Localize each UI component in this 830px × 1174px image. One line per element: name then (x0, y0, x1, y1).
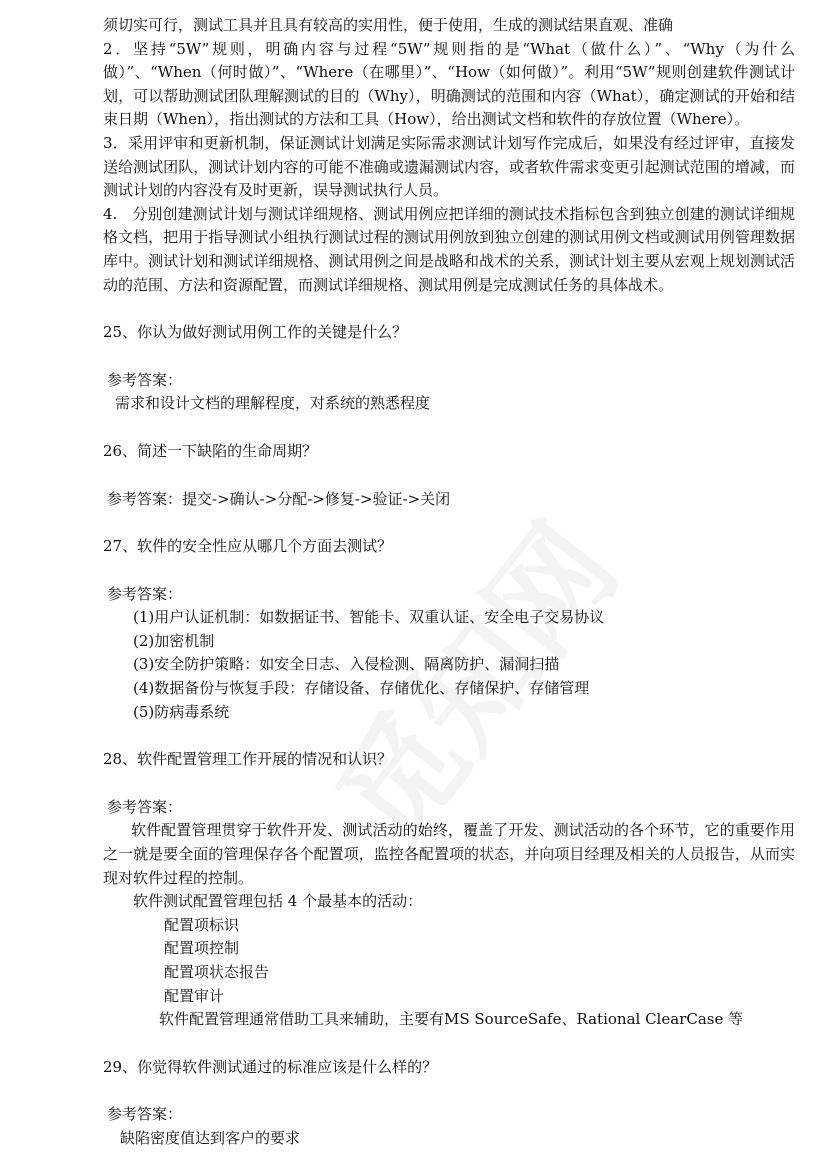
intro-line-1: 须切实可行，测试工具并且具有较高的实用性，便于使用，生成的测试结果直观、准确 (103, 16, 674, 34)
question-25: 25、你认为做好测试用例工作的关键是什么？ (103, 323, 408, 342)
answer-label-29: 参考答案： (107, 1105, 183, 1124)
list-item: 配置项状态报告 (164, 963, 270, 981)
list-item: 配置项标识 (164, 915, 240, 934)
list-item: (1)用户认证机制：如数据证书、智能卡、双重认证、安全电子交易协议 (133, 608, 605, 627)
intro-point-2: 2．坚持“5W”规则，明确内容与过程“5W”规则指的是“What（做什么）”、“Why（为什么做）”、“When（何时做）”、“Where（在哪里）”、“How（如何做）”。利用“5W”规则创建软件测试计划，可以帮助测试团队理解测试的目的（Why），明确测试的范围和内容（What），确定测试的开始和结束日期（When），指出测试的方法和工具（How），给出测试文档和软件的存放位置（Where）。 (103, 39, 795, 129)
list-item: 配置项控制 (164, 939, 240, 958)
list-item: (3)安全防护策略：如安全日志、入侵检测、隔离防护、漏洞扫描 (133, 655, 560, 674)
answer-label-25: 参考答案： (107, 370, 183, 389)
list-item: (5)防病毒系统 (133, 702, 230, 721)
intro-point-3: 3．采用评审和更新机制，保证测试计划满足实际需求测试计划写作完成后，如果没有经过评审，直接发送给测试团队，测试计划内容的可能不准确或遗漏测试内容，或者软件需求变更引起测试范围的增减，而测试计划的内容没有及时更新，误导测试执行人员。 (103, 133, 795, 200)
question-27: 27、软件的安全性应从哪几个方面去测试？ (103, 537, 393, 556)
list-item: (2)加密机制 (133, 631, 215, 650)
answer-label-28: 参考答案： (107, 797, 183, 816)
question-28: 28、软件配置管理工作开展的情况和认识？ (103, 750, 393, 769)
answer-label-27: 参考答案： (107, 584, 183, 603)
answer-25: 需求和设计文档的理解程度，对系统的熟悉程度 (115, 394, 431, 413)
answer-29: 缺陷密度值达到客户的要求 (120, 1128, 301, 1147)
answer-28-paragraph-2: 软件测试配置管理包括 4 个最基本的活动： (133, 892, 423, 911)
intro-point-4: 4. 分别创建测试计划与测试详细规格、测试用例应把详细的测试技术指标包含到独立创建的测试详细规格文档，把用于指导测试小组执行测试过程的测试用例放到独立创建的测试用例文档或测试用例管理数据库中。测试计划和测试详细规格、测试用例之间是战略和战术的关系，测试计划主要从宏观上规划测试活动的范围、方法和资源配置，而测试详细规格、测试用例是完成测试任务的具体战术。 (103, 204, 795, 294)
document-page (103, 14, 795, 1151)
list-item: (4)数据备份与恢复手段：存储设备、存储优化、存储保护、存储管理 (133, 679, 590, 698)
list-item: 配置审计 (164, 986, 225, 1005)
answer-28-paragraph-1: 软件配置管理贯穿于软件开发、测试活动的始终，覆盖了开发、测试活动的各个环节，它的重要作用之一就是要全面的管理保存各个配置项，监控各配置项的状态，并向项目经理及相关的人员报告，从而实现对软件过程的控制。 (103, 821, 795, 887)
question-29: 29、你觉得软件测试通过的标准应该是什么样的？ (103, 1057, 438, 1076)
question-26: 26、简述一下缺陷的生命周期？ (103, 441, 318, 460)
answer-28-tools: 软件配置管理通常借助工具来辅助，主要有MS SourceSafe、Rational ClearCase 等 (159, 1010, 744, 1029)
answer-26: 参考答案：提交->确认->分配->修复->验证->关闭 (107, 489, 451, 508)
